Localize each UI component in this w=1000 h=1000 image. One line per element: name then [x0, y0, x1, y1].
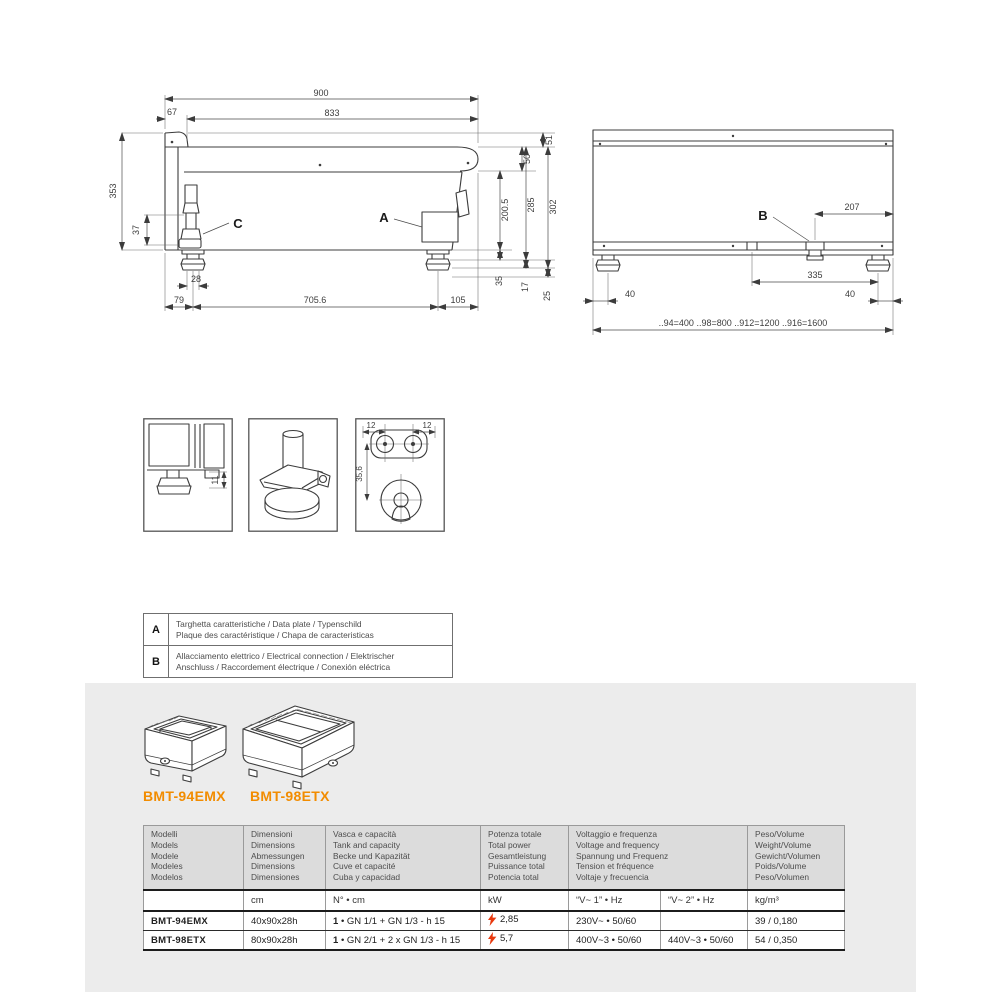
dim-207: 207	[844, 202, 860, 212]
header-line: Modele	[151, 850, 179, 861]
header-line: Cuve et capacité	[333, 861, 396, 872]
header-line: Potencia total	[488, 872, 539, 883]
header-line: Dimensions	[251, 839, 295, 850]
spec-col-dimensions	[244, 826, 326, 891]
model-label-bmt-94emx: BMT-94EMX	[143, 788, 226, 804]
legend-key-b: B	[144, 646, 169, 678]
cell-voltage1: 230V~ • 50/60	[569, 911, 661, 931]
legend-a-line2: Plaque des caractéristique / Chapa de caracteristicas	[176, 629, 374, 640]
legend-table	[143, 613, 453, 678]
callout-c: C	[233, 216, 243, 231]
header-line: Dimensiones	[251, 872, 300, 883]
header-line: Becke und Kapazität	[333, 850, 410, 861]
legend-row-a	[144, 614, 453, 646]
header-line: Peso/Volumen	[755, 872, 810, 883]
legend-key-a: A	[144, 614, 169, 646]
dim-40-right: 40	[844, 289, 856, 299]
product-image-bmt-94emx	[135, 701, 240, 789]
header-line: Puissance total	[488, 861, 545, 872]
cell-voltage2	[661, 911, 748, 931]
spec-units-row	[144, 890, 845, 911]
unit-weight: kg/m³	[748, 890, 845, 911]
power-bolt-icon	[488, 932, 497, 945]
product-image-bmt-98etx	[235, 693, 360, 793]
header-line: Gewicht/Volumen	[755, 850, 821, 861]
header-line: Tension et fréquence	[576, 861, 654, 872]
dim-200-5: 200.5	[500, 198, 510, 222]
unit-tank: N° • cm	[326, 890, 481, 911]
unit-empty	[144, 890, 244, 911]
unit-voltage2: “V~ 2” • Hz	[661, 890, 748, 911]
legend-b-line1: Allacciamento elettrico / Electrical connection / Elektrischer	[176, 650, 395, 661]
dim-35: 35	[494, 275, 504, 287]
header-line: Weight/Volume	[755, 839, 812, 850]
detail-foot-isometric	[248, 418, 338, 532]
header-line: Potenza totale	[488, 829, 542, 839]
dim-40-left: 40	[624, 289, 636, 299]
header-line: Total power	[488, 839, 531, 850]
cell-weight: 39 / 0,180	[748, 911, 845, 931]
cell-power	[481, 911, 569, 931]
dim-28: 28	[190, 274, 202, 284]
cell-dimensions: 40x90x28h	[244, 911, 326, 931]
header-line: Voltaje y frecuencia	[576, 872, 649, 883]
dim-25: 25	[542, 290, 552, 302]
dim-12-left: 12	[366, 421, 376, 430]
dim-37: 37	[131, 224, 141, 236]
product-spec-panel	[85, 683, 916, 992]
spec-table	[143, 825, 845, 951]
dim-285: 285	[526, 197, 536, 213]
power-value: 5,7	[500, 933, 514, 944]
tank-qty: 1	[333, 915, 339, 927]
header-line: Modelos	[151, 872, 183, 883]
screw-dot	[319, 164, 322, 167]
drain-valve	[179, 185, 201, 248]
legend-text-a	[169, 614, 453, 646]
detail-foot-top-view	[355, 418, 445, 532]
table-row-bmt-98etx	[144, 931, 845, 951]
header-line: Cuba y capacidad	[333, 872, 401, 883]
unit-voltage1: “V~ 1” • Hz	[569, 890, 661, 911]
front-foot	[426, 250, 450, 270]
spec-col-models	[144, 826, 244, 891]
header-line: Peso/Volume	[755, 829, 805, 839]
header-line: Models	[151, 839, 178, 850]
tank-desc: • GN 1/1 + GN 1/3 - h 15	[340, 915, 445, 927]
width-variants-note: ..94=400 ..98=800 ..912=1200 ..916=1600	[658, 318, 828, 328]
dim-900: 900	[313, 88, 329, 98]
data-plate	[422, 212, 458, 242]
header-line: Dimensioni	[251, 829, 293, 839]
dim-51: 51	[544, 134, 554, 146]
screw-dot	[467, 162, 470, 165]
cell-model: BMT-98ETX	[144, 931, 244, 951]
header-line: Voltage and frequency	[576, 839, 660, 850]
left-foot	[596, 255, 620, 271]
dim-335: 335	[807, 270, 823, 280]
header-line: Abmessungen	[251, 850, 305, 861]
cell-weight: 54 / 0,350	[748, 931, 845, 951]
detail-foot-section	[143, 418, 233, 532]
dim-17: 17	[520, 281, 530, 293]
legend-text-b	[169, 646, 453, 678]
legend-row-b	[144, 646, 453, 678]
table-row-bmt-94emx	[144, 911, 845, 931]
unit-dimensions: cm	[244, 890, 326, 911]
model-label-bmt-98etx: BMT-98ETX	[250, 788, 330, 804]
legend-b-line2: Anschluss / Raccordement électrique / Conexión eléctrica	[176, 661, 391, 672]
screw-dot	[171, 141, 174, 144]
front-view-drawing	[580, 100, 980, 350]
tank-desc: • GN 2/1 + 2 x GN 1/3 - h 15	[340, 934, 461, 946]
tank-qty: 1	[333, 934, 339, 946]
cell-voltage1: 400V~3 • 50/60	[569, 931, 661, 951]
header-line: Poids/Volume	[755, 861, 807, 872]
cell-dimensions: 80x90x28h	[244, 931, 326, 951]
callout-a: A	[379, 210, 389, 225]
right-foot	[866, 255, 890, 271]
header-line: Voltaggio e frequenza	[576, 829, 658, 839]
spec-col-voltage	[569, 826, 748, 891]
header-line: Tank and capacity	[333, 839, 401, 850]
spec-col-weight	[748, 826, 845, 891]
power-value: 2,85	[500, 914, 519, 925]
front-body	[593, 130, 893, 255]
spec-header-row	[144, 826, 845, 891]
cell-voltage2: 440V~3 • 50/60	[661, 931, 748, 951]
electrical-connection	[806, 242, 824, 260]
back-lip-profile	[165, 132, 188, 147]
callout-b: B	[758, 208, 768, 223]
spec-col-power	[481, 826, 569, 891]
power-bolt-icon	[488, 913, 497, 926]
cell-tank	[326, 931, 481, 951]
bullnose-profile	[457, 147, 478, 171]
side-view-drawing	[100, 85, 560, 345]
rear-foot	[181, 250, 205, 270]
legend-a-line1: Targhetta caratteristiche / Data plate / Typenschild	[176, 618, 362, 629]
header-line: Vasca e capacità	[333, 829, 397, 839]
dim-67: 67	[166, 107, 178, 117]
cell-model: BMT-94EMX	[144, 911, 244, 931]
header-line: Modeles	[151, 861, 183, 872]
header-line: Gesamtleistung	[488, 850, 547, 861]
dim-302: 302	[548, 199, 558, 215]
header-line: Modelli	[151, 829, 178, 839]
dim-105: 105	[450, 295, 466, 305]
header-line: Dimensions	[251, 861, 295, 872]
dim-353: 353	[108, 183, 118, 199]
dim-11: 11	[210, 475, 220, 485]
dim-705-6: 705.6	[303, 295, 327, 305]
header-line: Spannung und Frequenz	[576, 850, 669, 861]
cell-tank	[326, 911, 481, 931]
unit-power: kW	[481, 890, 569, 911]
dim-79: 79	[173, 295, 185, 305]
dim-50: 50	[522, 153, 532, 165]
dim-35-6: 35,6	[355, 466, 364, 482]
dim-833: 833	[324, 108, 340, 118]
dim-12-right: 12	[422, 421, 432, 430]
spec-col-tank	[326, 826, 481, 891]
base-notch	[747, 242, 757, 250]
cell-power	[481, 931, 569, 951]
